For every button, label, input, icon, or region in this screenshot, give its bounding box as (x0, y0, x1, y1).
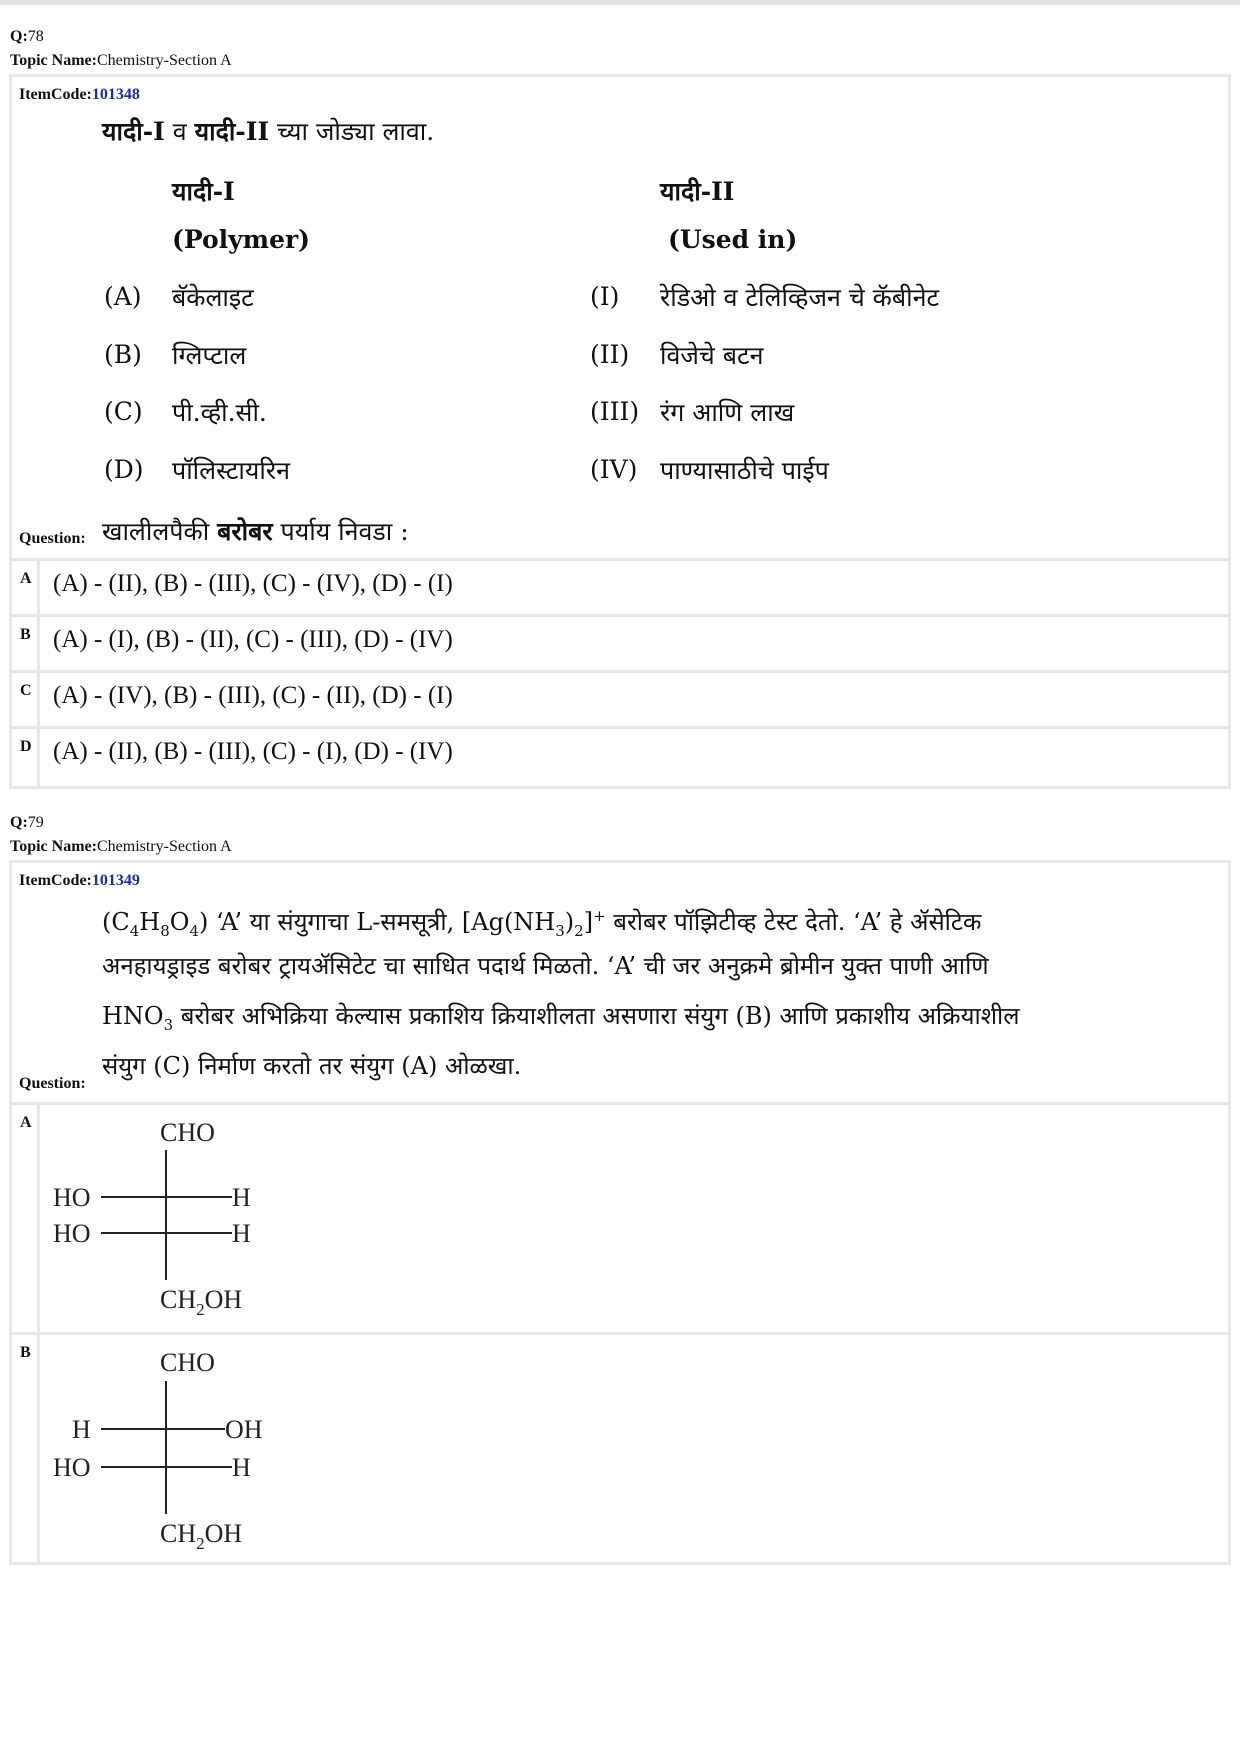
list1-item: ग्लिप्टाल (172, 341, 247, 370)
option-label: C (20, 682, 32, 699)
item-code: ItemCode:101349 (19, 872, 140, 889)
topic-name: Topic Name:Chemistry-Section A (10, 52, 232, 69)
list1-key: (D) (104, 455, 144, 484)
list2-key: (IV) (590, 455, 638, 484)
question-line-3: $HNO_3$ बरोबर अभिक्रिया केल्यास प्रकाशिय क्रियाशीलता असणारा संयुग (B) आणि प्रकाशीय अक्रियाशील (102, 1002, 1020, 1034)
fischer-row2-left: HO (53, 1453, 91, 1482)
question-label: Question: (19, 1075, 86, 1092)
option-label: A (20, 570, 32, 587)
fischer-row2-left: HO (53, 1219, 91, 1248)
fischer-bottom-group: $CH_2OH$ (160, 1519, 243, 1553)
fischer-projection-a (45, 1108, 305, 1328)
option-text: (A) - (II), (B) - (III), (C) - (IV), (D) - (I) (53, 570, 453, 597)
topic-name: Topic Name:Chemistry-Section A (10, 838, 232, 855)
option-text: (A) - (I), (B) - (II), (C) - (III), (D) - (IV) (53, 626, 453, 653)
list2-item: पाण्यासाठीचे पाईप (660, 456, 829, 485)
option-label: A (20, 1114, 32, 1131)
option-text: (A) - (II), (B) - (III), (C) - (I), (D) - (IV) (53, 738, 453, 765)
list2-title: यादी-II (660, 177, 735, 206)
question-line-4: संयुग (C) निर्माण करतो तर संयुग (A) ओळखा. (102, 1052, 522, 1080)
option-text: (A) - (IV), (B) - (III), (C) - (II), (D) - (I) (53, 682, 453, 709)
question-number: Q:79 (10, 814, 44, 831)
option-label: D (20, 738, 32, 755)
list1-title: यादी-I (172, 177, 235, 206)
question-text: खालीलपैकी बरोबर पर्याय निवडा : (102, 517, 409, 546)
list1-item: पॉलिस्टायरिन (172, 456, 290, 485)
list1-item: पी.व्ही.सी. (172, 398, 267, 427)
top-border (0, 0, 1240, 5)
list2-key: (I) (590, 282, 620, 311)
list2-item: रेडिओ व टेलिव्हिजन चे कॅबीनेट (660, 283, 940, 312)
list1-subtitle: (Polymer) (172, 225, 311, 254)
fischer-projection-b (45, 1338, 305, 1560)
list1-key: (C) (104, 397, 143, 426)
list2-item: रंग आणि लाख (660, 398, 795, 427)
fischer-top-group: CHO (160, 1348, 215, 1377)
item-code: ItemCode:101348 (19, 86, 140, 103)
list1-key: (B) (104, 340, 142, 369)
list2-key: (II) (590, 340, 630, 369)
list2-key: (III) (590, 397, 640, 426)
fischer-row2-right: H (232, 1453, 251, 1482)
match-instruction: यादी-I व यादी-II च्या जोड्या लावा. (102, 117, 435, 146)
fischer-row1-right: OH (225, 1415, 263, 1444)
fischer-row1-left: H (72, 1415, 91, 1444)
question-line-2: अनहायड्राइड बरोबर ट्रायॲसिटेट चा साधित पदार्थ मिळतो. ‘A’ ची जर अनुक्रमे ब्रोमीन युक्त पाणी आणि (102, 952, 989, 980)
fischer-row1-left: HO (53, 1183, 91, 1212)
list2-item: विजेचे बटन (660, 341, 764, 370)
list1-item: बॅकेलाइट (172, 283, 254, 312)
question-number: Q:78 (10, 28, 44, 45)
question-label: Question: (19, 530, 86, 547)
fischer-bottom-group: $CH_2OH$ (160, 1285, 243, 1319)
list2-subtitle: (Used in) (668, 225, 798, 254)
fischer-top-group: CHO (160, 1118, 215, 1147)
question-line-1: $(C_4H_8O_4)$ ‘A’ या संयुगाचा L-समसूत्री, $[Ag(NH_3)_2]^+$ बरोबर पॉझिटीव्ह टेस्ट देतो. ‘A’ हे ॲसेटिक (102, 907, 982, 940)
option-label: B (20, 1344, 31, 1361)
fischer-row2-right: H (232, 1219, 251, 1248)
list1-key: (A) (104, 282, 142, 311)
fischer-row1-right: H (232, 1183, 251, 1212)
option-label: B (20, 626, 31, 643)
